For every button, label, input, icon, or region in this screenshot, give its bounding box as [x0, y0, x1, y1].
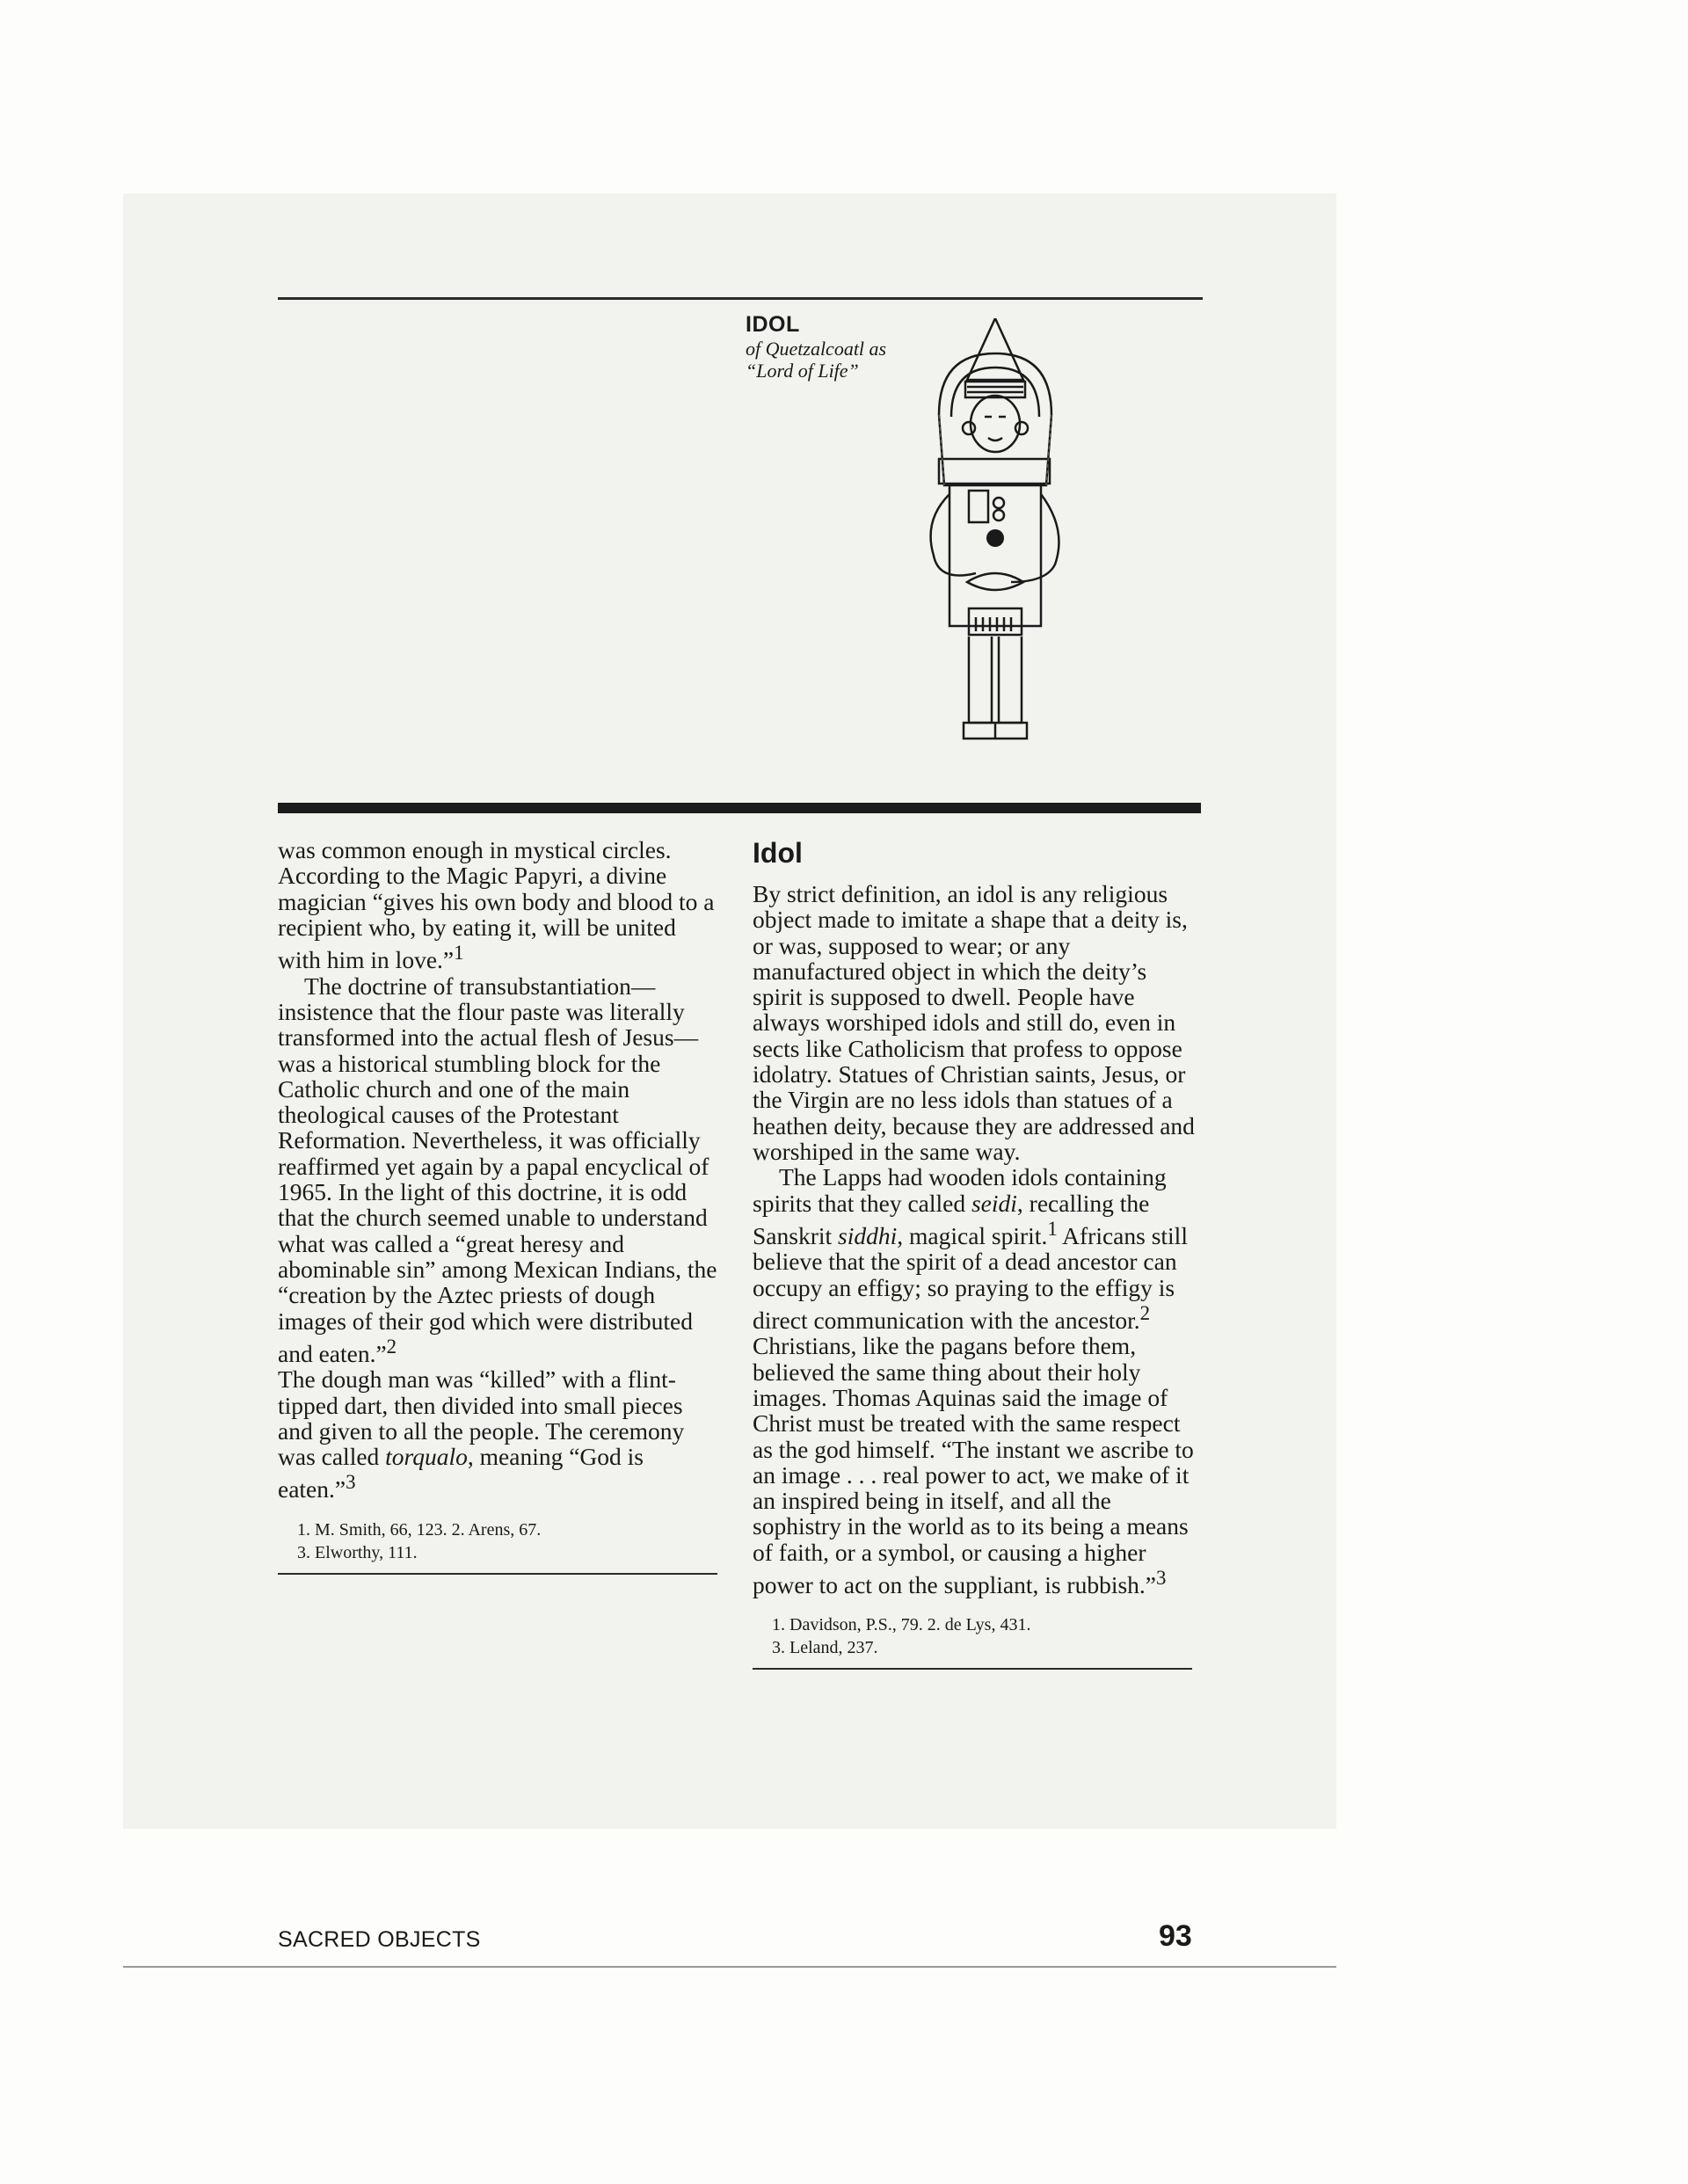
left-paragraph-3: The dough man was “killed” with a flint-tipped dart, then divided into small pieces and given to all the people. The ceremony was called torqualo, meaning “God is eaten.”$^3$ [278, 1365, 685, 1503]
right-footnotes [753, 1613, 1201, 1659]
caption-title: IDOL [746, 312, 800, 337]
caption-subtitle-line2: “Lord of Life” [746, 360, 859, 382]
footnote-rule [278, 1573, 717, 1575]
footnote-ref: 1 [1047, 1217, 1058, 1240]
footnote-line: 1. Davidson, P.S., 79. 2. de Lys, 431. [772, 1615, 1031, 1635]
right-paragraph-1: By strict definition, an idol is any religious object made to imitate a shape that a deity is, or was, supposed to wear; or any manufactured object in which the deity’s spirit is supposed to dwell. People have always worshiped idols and still do, even in sects like Catholicism that profess to oppose idolatry. Statues of Christian saints, Jesus, or the Virgin are no less idols than statues of a heathen deity, because they are addressed and worshiped in the same way. [753, 880, 1195, 1165]
footer-section-title: SACRED OBJECTS [278, 1927, 481, 1952]
footnote-rule [753, 1668, 1192, 1670]
footnote-line: 3. Leland, 237. [772, 1638, 878, 1658]
footnote-line: 3. Elworthy, 111. [297, 1542, 418, 1562]
footnote-ref: 3 [346, 1471, 356, 1494]
page-number: 93 [1159, 1919, 1192, 1953]
left-footnotes [278, 1518, 717, 1564]
top-rule [278, 297, 1203, 300]
bottom-edge-line [123, 1966, 1336, 1968]
footnote-ref: 3 [1156, 1567, 1167, 1590]
footnote-ref: 2 [386, 1335, 397, 1358]
footnote-line: 1. M. Smith, 66, 123. 2. Arens, 67. [297, 1519, 542, 1540]
footnote-ref: 2 [1139, 1301, 1151, 1324]
section-rule [278, 803, 1201, 813]
footnote-ref: 1 [454, 942, 464, 965]
right-paragraph-2: The Lapps had wooden idols containing spirits that they called seidi, recalling the Sanskrit siddhi, magical spirit.$^1$ Africans still believe that the spirit of a dead ancestor can occupy an effigy; so praying to the effigy is direct communication with the ancestor.$^2$ Christians, like the pagans before them, believed the same thing about their holy images. Thomas Aquinas said the image of Christ must be treated with the same respect as the god himself. “The instant we ascribe to an image . . . real power to act, we make of it an inspired being in itself, and all the sophistry in the world as to its being a means of faith, or a symbol, or causing a higher power to act on the suppliant, is rubbish.”$^3$ [753, 1163, 1194, 1599]
left-column [278, 837, 717, 1575]
caption-subtitle-line1: of Quetzalcoatl as [746, 338, 887, 360]
idol-illustration [914, 318, 1073, 758]
left-paragraph-2: The doctrine of transubstantiation—insistence that the flour paste was literally transformed into the actual flesh of Jesus—was a historical stumbling block for the Catholic church and one of the main theological causes of the Protestant Reformation. Nevertheless, it was officially reaffirmed yet again by a papal encyclical of 1965. In the light of this doctrine, it is odd that the church seemed unable to understand what was called a “great heresy and abominable sin” among Mexican Indians, the “creation by the Aztec priests of dough images of their god which were distributed and eaten.”$^2$ [278, 972, 717, 1367]
section-heading: Idol [753, 837, 803, 869]
left-paragraph-1: was common enough in mystical circles. According to the Magic Papyri, a divine magician “gives his own body and blood to a recipient who, by eating it, will be united with him in love.”$^1$ [278, 836, 715, 974]
right-column [753, 837, 1201, 1670]
